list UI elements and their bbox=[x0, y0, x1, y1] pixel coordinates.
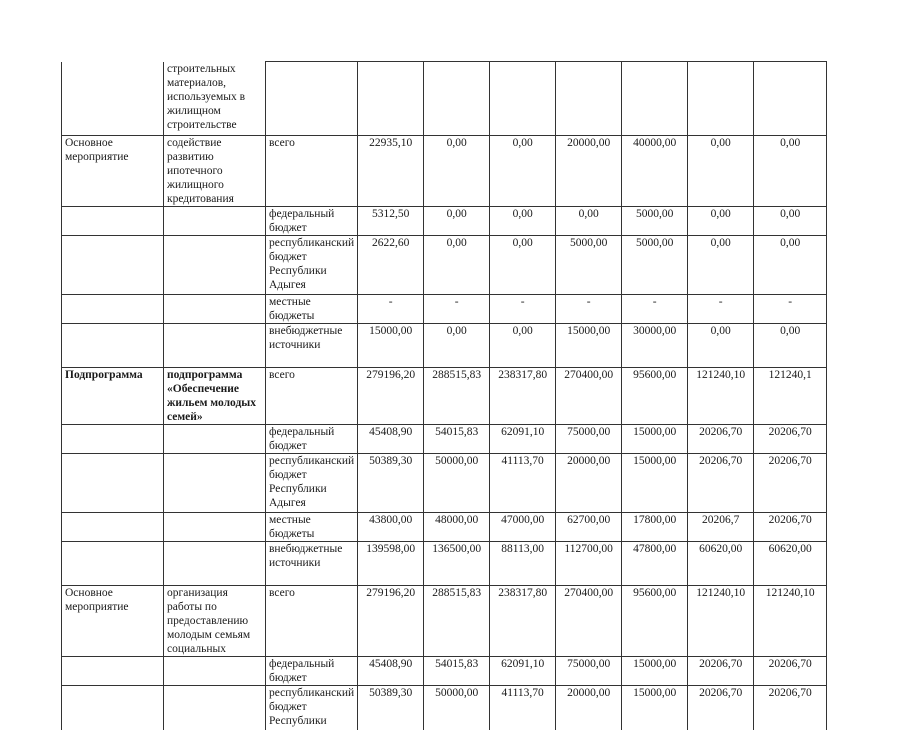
value-cell: 47800,00 bbox=[622, 542, 688, 586]
value-cell bbox=[490, 62, 556, 136]
value-cell: 5000,00 bbox=[622, 207, 688, 236]
row-category-cell: Основное мероприятие bbox=[62, 586, 164, 657]
value-cell: 121240,10 bbox=[688, 368, 754, 425]
value-cell: 54015,83 bbox=[424, 425, 490, 454]
value-cell: 279196,20 bbox=[358, 368, 424, 425]
row-category-cell bbox=[62, 425, 164, 454]
row-description-cell bbox=[164, 686, 266, 730]
row-category-cell bbox=[62, 295, 164, 324]
value-cell: 15000,00 bbox=[622, 454, 688, 513]
value-cell: 15000,00 bbox=[622, 657, 688, 686]
value-cell: 20206,70 bbox=[688, 425, 754, 454]
row-category-cell: Основное мероприятие bbox=[62, 136, 164, 207]
row-description-cell bbox=[164, 236, 266, 295]
row-description-cell bbox=[164, 295, 266, 324]
table-row bbox=[62, 513, 827, 542]
value-cell: - bbox=[424, 295, 490, 324]
funding-source-cell: внебюджетные источники bbox=[266, 542, 358, 586]
value-cell: 41113,70 bbox=[490, 454, 556, 513]
value-cell: 20000,00 bbox=[556, 136, 622, 207]
table-row bbox=[62, 657, 827, 686]
table-row bbox=[62, 542, 827, 586]
value-cell: 20206,70 bbox=[688, 454, 754, 513]
value-cell: 15000,00 bbox=[556, 324, 622, 368]
value-cell: 20206,70 bbox=[754, 425, 827, 454]
value-cell: 62091,10 bbox=[490, 425, 556, 454]
table-row bbox=[62, 454, 827, 513]
value-cell: 0,00 bbox=[424, 324, 490, 368]
row-category-cell bbox=[62, 62, 164, 136]
value-cell: 48000,00 bbox=[424, 513, 490, 542]
value-cell: 238317,80 bbox=[490, 368, 556, 425]
funding-source-cell: республиканский бюджет Республики Адыгея bbox=[266, 236, 358, 295]
value-cell: - bbox=[358, 295, 424, 324]
value-cell: 121240,10 bbox=[688, 586, 754, 657]
funding-source-cell: местные бюджеты bbox=[266, 513, 358, 542]
value-cell: - bbox=[754, 295, 827, 324]
value-cell: 2622,60 bbox=[358, 236, 424, 295]
value-cell bbox=[622, 62, 688, 136]
row-category-cell bbox=[62, 454, 164, 513]
value-cell: 0,00 bbox=[754, 324, 827, 368]
value-cell: 47000,00 bbox=[490, 513, 556, 542]
funding-source-cell: федеральный бюджет bbox=[266, 657, 358, 686]
value-cell: 270400,00 bbox=[556, 586, 622, 657]
value-cell: 5000,00 bbox=[556, 236, 622, 295]
value-cell: 0,00 bbox=[424, 207, 490, 236]
row-description-cell bbox=[164, 425, 266, 454]
funding-source-cell: федеральный бюджет bbox=[266, 425, 358, 454]
value-cell: 62700,00 bbox=[556, 513, 622, 542]
value-cell: 136500,00 bbox=[424, 542, 490, 586]
value-cell: 30000,00 bbox=[622, 324, 688, 368]
value-cell: 5312,50 bbox=[358, 207, 424, 236]
value-cell: 15000,00 bbox=[622, 425, 688, 454]
value-cell: 50389,30 bbox=[358, 686, 424, 730]
value-cell: 0,00 bbox=[754, 136, 827, 207]
value-cell: 15000,00 bbox=[622, 686, 688, 730]
table-row bbox=[62, 207, 827, 236]
value-cell: 95600,00 bbox=[622, 368, 688, 425]
table-row bbox=[62, 586, 827, 657]
table-row bbox=[62, 686, 827, 730]
value-cell: 0,00 bbox=[490, 207, 556, 236]
value-cell: 41113,70 bbox=[490, 686, 556, 730]
row-description-cell: строительных материалов, используемых в жилищном строительстве bbox=[164, 62, 266, 136]
value-cell: 45408,90 bbox=[358, 657, 424, 686]
value-cell: 20206,70 bbox=[754, 454, 827, 513]
value-cell: 45408,90 bbox=[358, 425, 424, 454]
value-cell: 5000,00 bbox=[622, 236, 688, 295]
row-description-cell bbox=[164, 207, 266, 236]
value-cell: 0,00 bbox=[556, 207, 622, 236]
row-category-cell bbox=[62, 236, 164, 295]
value-cell: - bbox=[688, 295, 754, 324]
value-cell bbox=[424, 62, 490, 136]
value-cell: 238317,80 bbox=[490, 586, 556, 657]
value-cell: 288515,83 bbox=[424, 368, 490, 425]
value-cell: 121240,10 bbox=[754, 586, 827, 657]
table-row bbox=[62, 295, 827, 324]
funding-source-cell: республиканский бюджет Республики bbox=[266, 686, 358, 730]
value-cell: 95600,00 bbox=[622, 586, 688, 657]
value-cell: 60620,00 bbox=[754, 542, 827, 586]
value-cell: 0,00 bbox=[754, 207, 827, 236]
value-cell: 62091,10 bbox=[490, 657, 556, 686]
row-description-cell bbox=[164, 324, 266, 368]
value-cell: 270400,00 bbox=[556, 368, 622, 425]
row-category-cell bbox=[62, 513, 164, 542]
value-cell bbox=[754, 62, 827, 136]
value-cell: 139598,00 bbox=[358, 542, 424, 586]
row-description-cell: подпрограмма «Обеспечение жильем молодых семей» bbox=[164, 368, 266, 425]
value-cell: 20206,70 bbox=[688, 686, 754, 730]
value-cell: 0,00 bbox=[754, 236, 827, 295]
value-cell: 60620,00 bbox=[688, 542, 754, 586]
row-description-cell bbox=[164, 513, 266, 542]
value-cell: 0,00 bbox=[490, 136, 556, 207]
value-cell: 288515,83 bbox=[424, 586, 490, 657]
table-row bbox=[62, 136, 827, 207]
value-cell bbox=[688, 62, 754, 136]
value-cell: 0,00 bbox=[688, 236, 754, 295]
row-description-cell bbox=[164, 542, 266, 586]
row-description-cell bbox=[164, 454, 266, 513]
row-description-cell bbox=[164, 657, 266, 686]
value-cell: 43800,00 bbox=[358, 513, 424, 542]
row-category-cell bbox=[62, 686, 164, 730]
row-category-cell bbox=[62, 542, 164, 586]
row-description-cell: организация работы по предоставлению молодым семьям социальных bbox=[164, 586, 266, 657]
value-cell: 112700,00 bbox=[556, 542, 622, 586]
budget-table bbox=[61, 61, 827, 730]
value-cell: 50000,00 bbox=[424, 454, 490, 513]
value-cell: 20206,7 bbox=[688, 513, 754, 542]
table-row bbox=[62, 324, 827, 368]
value-cell: 0,00 bbox=[490, 324, 556, 368]
row-category-cell: Подпрограмма bbox=[62, 368, 164, 425]
value-cell: 50000,00 bbox=[424, 686, 490, 730]
row-description-cell: содействие развитию ипотечного жилищного кредитования bbox=[164, 136, 266, 207]
table-row bbox=[62, 425, 827, 454]
funding-source-cell: внебюджетные источники bbox=[266, 324, 358, 368]
value-cell: 20000,00 bbox=[556, 686, 622, 730]
funding-source-cell: республиканский бюджет Республики Адыгея bbox=[266, 454, 358, 513]
value-cell: 22935,10 bbox=[358, 136, 424, 207]
value-cell: 0,00 bbox=[490, 236, 556, 295]
funding-source-cell: всего bbox=[266, 586, 358, 657]
value-cell: 20206,70 bbox=[754, 686, 827, 730]
row-category-cell bbox=[62, 657, 164, 686]
table-row bbox=[62, 368, 827, 425]
value-cell: 75000,00 bbox=[556, 425, 622, 454]
value-cell: - bbox=[490, 295, 556, 324]
value-cell: 0,00 bbox=[688, 136, 754, 207]
value-cell: 20206,70 bbox=[754, 513, 827, 542]
funding-source-cell: всего bbox=[266, 136, 358, 207]
table-row bbox=[62, 236, 827, 295]
value-cell: 0,00 bbox=[688, 324, 754, 368]
row-category-cell bbox=[62, 207, 164, 236]
value-cell bbox=[358, 62, 424, 136]
value-cell: 75000,00 bbox=[556, 657, 622, 686]
funding-source-cell: местные бюджеты bbox=[266, 295, 358, 324]
table-row bbox=[62, 62, 827, 136]
value-cell: 40000,00 bbox=[622, 136, 688, 207]
value-cell: 15000,00 bbox=[358, 324, 424, 368]
funding-source-cell bbox=[266, 62, 358, 136]
value-cell: 0,00 bbox=[424, 136, 490, 207]
value-cell: 0,00 bbox=[688, 207, 754, 236]
funding-source-cell: всего bbox=[266, 368, 358, 425]
value-cell: 0,00 bbox=[424, 236, 490, 295]
value-cell: 20000,00 bbox=[556, 454, 622, 513]
value-cell: 279196,20 bbox=[358, 586, 424, 657]
value-cell: - bbox=[622, 295, 688, 324]
value-cell: 50389,30 bbox=[358, 454, 424, 513]
value-cell: 88113,00 bbox=[490, 542, 556, 586]
funding-source-cell: федеральный бюджет bbox=[266, 207, 358, 236]
value-cell: 20206,70 bbox=[754, 657, 827, 686]
value-cell: 20206,70 bbox=[688, 657, 754, 686]
value-cell bbox=[556, 62, 622, 136]
value-cell: 54015,83 bbox=[424, 657, 490, 686]
value-cell: 17800,00 bbox=[622, 513, 688, 542]
value-cell: 121240,1 bbox=[754, 368, 827, 425]
value-cell: - bbox=[556, 295, 622, 324]
row-category-cell bbox=[62, 324, 164, 368]
